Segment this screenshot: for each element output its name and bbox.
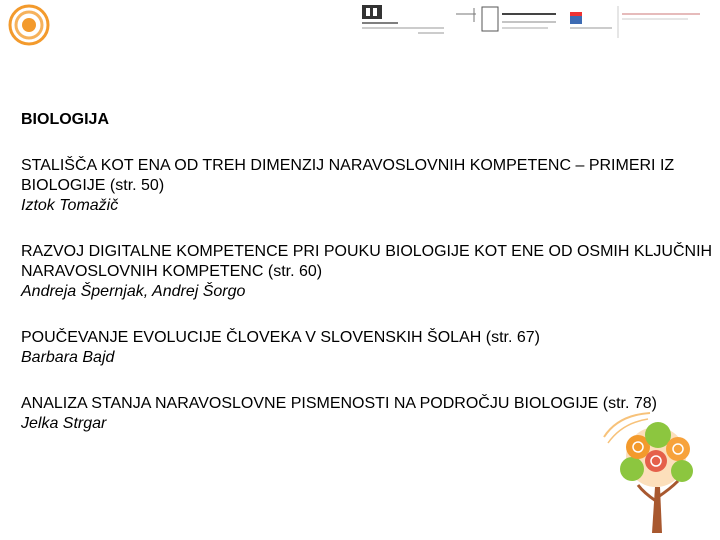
partner-logo-1 <box>358 2 450 42</box>
article-title: STALIŠČA KOT ENA OD TREH DIMENZIJ NARAVOSLOVNIH KOMPETENC – PRIMERI IZ BIOLOGIJE (str. 50) <box>21 157 675 194</box>
article-entry <box>21 242 715 302</box>
article-title: ANALIZA STANJA NARAVOSLOVNE PISMENOSTI NA PODROČJU BIOLOGIJE (str. 78) <box>21 395 657 412</box>
section-heading: BIOLOGIJA <box>21 111 110 128</box>
article-title: POUČEVANJE EVOLUCIJE ČLOVEKA V SLOVENSKIH ŠOLAH (str. 67) <box>21 329 540 346</box>
project-sun-logo <box>8 4 50 46</box>
article-authors: Barbara Bajd <box>21 349 115 366</box>
ministry-logo <box>568 2 706 42</box>
article-authors: Iztok Tomažič <box>21 197 119 214</box>
article-title: RAZVOJ DIGITALNE KOMPETENCE PRI POUKU BIOLOGIJE KOT ENE OD OSMIH KLJUČNIH NARAVOSLOVNIH KOMPETENC (str. 60) <box>21 243 713 280</box>
article-entry <box>21 328 715 368</box>
article-entry <box>21 156 715 216</box>
decorative-tree-icon <box>598 409 716 534</box>
article-list <box>21 110 715 460</box>
article-authors: Jelka Strgar <box>21 415 107 432</box>
article-authors: Andreja Špernjak, Andrej Šorgo <box>21 283 246 300</box>
partner-logo-2 <box>452 2 560 42</box>
header-logo-strip <box>0 0 720 48</box>
